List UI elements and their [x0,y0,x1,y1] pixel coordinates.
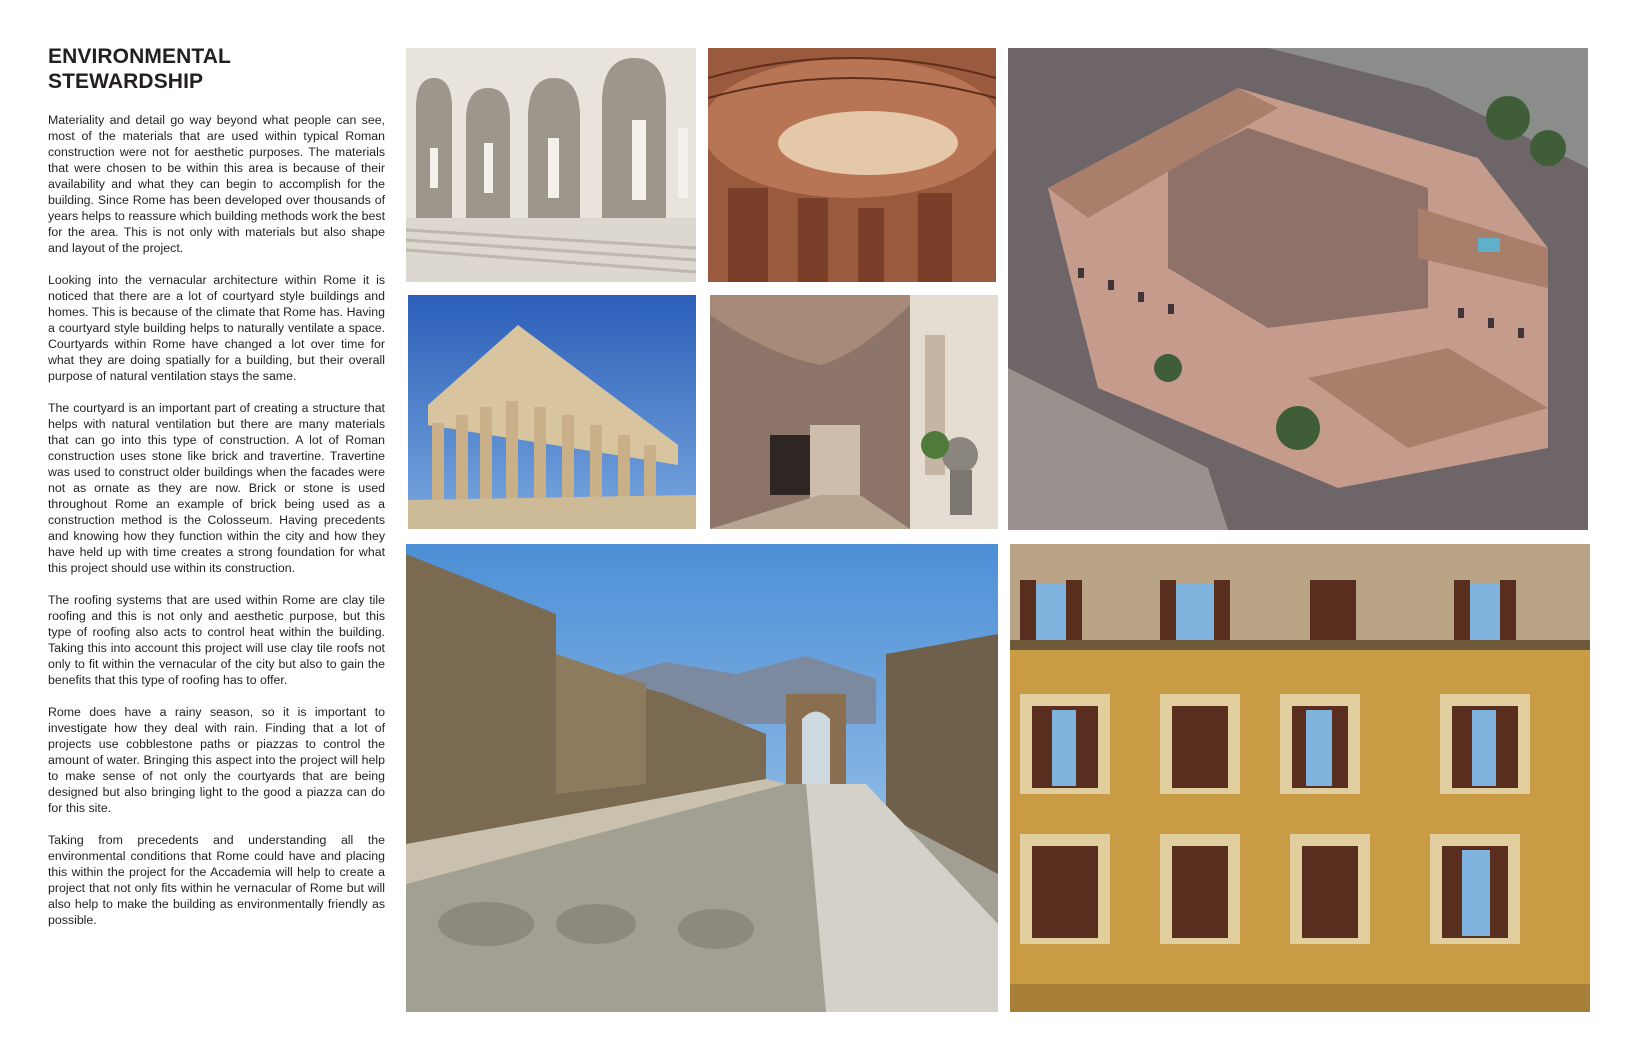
ancient-cobblestone-street-photo [406,544,998,1012]
paragraph-courtyards: Looking into the vernacular architecture within Rome it is noticed that there are a lot of courtyard style buildings and homes. This is because of the climate that Rome has. Having a courtyard style building helps to naturally ventilate a space. Courtyards within Rome have changed a lot over time for what they are doing spatially for a building, but their overall purpose of natural ventilation stays the same. [48,273,385,383]
frescoed-gallery-photo [710,295,998,529]
aerial-courtyard-building-photo [1008,48,1588,530]
paragraph-materials: The courtyard is an important part of creating a structure that helps with natural ventilation but there are many materials that can go into this type of construction. A lot of Roman construction uses stone like brick and travertine. Travertine was used to construct older buildings when the facades were not as ornate as they are now. Brick or stone is used throughout Rome an example of brick being used as a construction method is the Colosseum. Having precedents and knowing how they function within the city and how they have held up with time creates a strong foundation for what this project should use within its construction. [48,401,385,575]
text-column [48,44,385,944]
title-line-2: STEWARDSHIP [48,70,204,93]
body-text [48,112,385,928]
paragraph-conclusion: Taking from precedents and understanding all the environmental conditions that Rome could have and placing this within the project for the Accademia will help to create a project that not only fits within he vernacular of Rome but will also help to make the building as environmentally friendly as possible. [48,833,385,927]
arcade-with-statues-photo [406,48,696,282]
section-title [48,44,385,94]
title-line-1: ENVIRONMENTAL [48,45,231,68]
paragraph-rain: Rome does have a rainy season, so it is important to investigate how they deal with rain. Finding that a lot of projects use cobblestone paths or piazzas to control the amount of water. Bringing this aspect into the project will help to make sense of not only the courtyards that are being designed but also bringing light to the good a piazza can do for this site. [48,705,385,815]
paragraph-materiality: Materiality and detail go way beyond what people can see, most of the materials that are used within typical Roman construction were not for aesthetic purposes. The materials that were chosen to be within this area is because of their availability and what they can begin to accomplish for the building. Since Rome has been developed over thousands of years helps to reassure which building methods work the best for the area. This is not only with materials but also shape and layout of the project. [48,113,385,255]
ochre-facade-windows-photo [1010,544,1590,1012]
parthenon-photo [408,295,696,529]
colosseum-interior-photo [708,48,996,282]
paragraph-roofing: The roofing systems that are used within Rome are clay tile roofing and this is not only and aesthetic purpose, but this type of roofing also acts to control heat within the building. Taking this into account this project will use clay tile roofs not only to fit within the vernacular of the city but also to gain the benefits that this type of roofing has to offer. [48,593,385,687]
